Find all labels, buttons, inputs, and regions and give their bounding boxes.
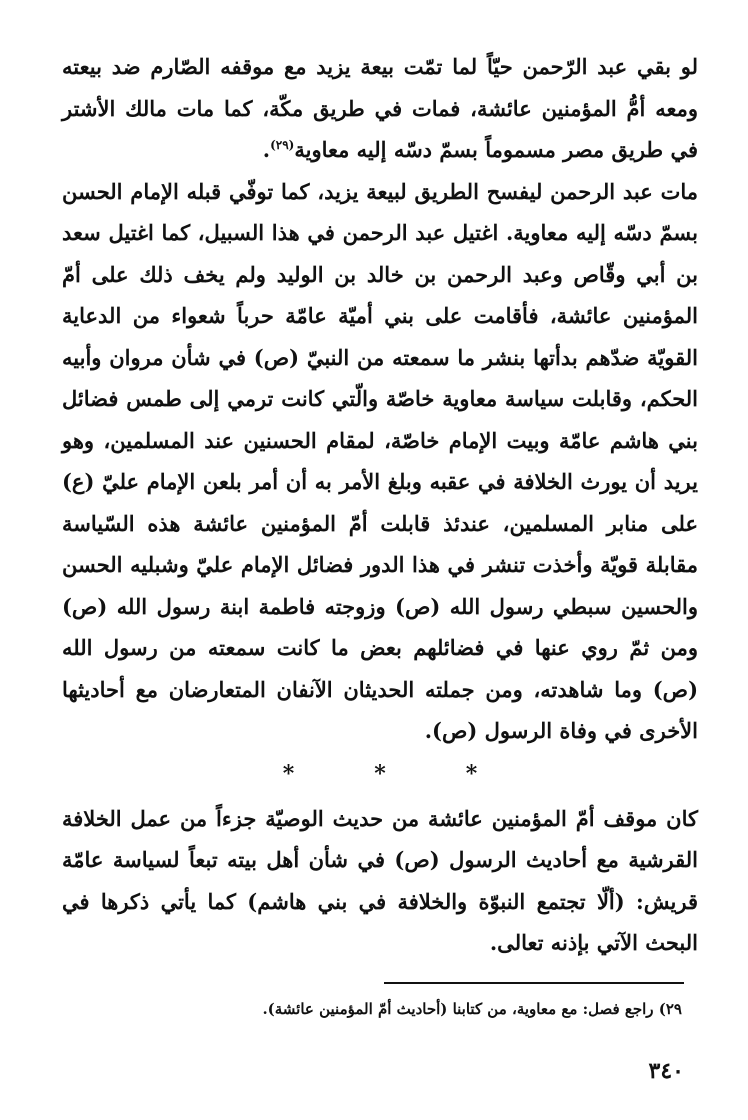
separator-star: * [282,760,295,787]
separator-star: * [374,760,386,787]
footnote-divider [384,982,684,984]
separator-star: * [465,760,478,787]
page-number: ٣٤٠ [648,1058,684,1084]
paragraph-3: كان موقف أمّ المؤمنين عائشة من حديث الوصيّة جزءاً من عمل الخلافة القرشية مع أحاديث الرسول (ص) في شأن أهل بيته تبعاً لسياسة عامّة قريش: (ألّا تجتمع النبوّة والخلافة في بني هاشم) كما يأتي ذكرها في البحث الآتي بإذنه تعالى. [62,805,698,955]
footnote-reference[interactable]: (٢٩) [270,138,295,152]
section-separator [62,756,698,792]
paragraph-1-text: لو بقي عبد الرّحمن حيّاً لما تمّت بيعة يزيد مع موقفه الصّارم ضد بيعته ومعه أمُّ المؤمنين عائشة، فمات في طريق مكّة، كما مات مالك الأشتر في طريق مصر مسموماً بسمّ دسّه إليه معاوية [62,54,698,162]
paragraph-1 [62,46,698,171]
page-body [62,46,698,964]
footnote: ٢٩) راجع فصل: مع معاوية، من كتابنا (أحاديث أمّ المؤمنين عائشة). [262,1000,682,1018]
paragraph-1-tail: . [262,137,271,162]
paragraph-2: مات عبد الرحمن ليفسح الطريق لبيعة يزيد، كما توفّي قبله الإمام الحسن بسمّ دسّه إليه معاوية. اغتيل عبد الرحمن في هذا السبيل، كما اغتيل سعد بن أبي وقّاص وعبد الرحمن بن خالد بن الوليد ولم يخف ذلك على أمّ المؤمنين عائشة، فأقامت على بني أميّة عامّة حرباً شعواء من الدعاية القويّة ضدّهم بدأتها بنشر ما سمعته من النبيّ (ص) في شأن مروان وأبيه الحكم، وقابلت سياسة معاوية خاصّة والّتي كانت ترمي إلى طمس فضائل بني هاشم عامّة وبيت الإمام خاصّة، لمقام الحسنين عند المسلمين، وهو يريد أن يورث الخلافة في عقبه وبلغ الأمر به أن أمر بلعن الإمام عليّ (ع) على منابر المسلمين، عندئذ قابلت أمّ المؤمنين عائشة هذه السّياسة مقابلة قويّة وأخذت تنشر في هذا الدور فضائل الإمام عليّ وشبليه الحسن والحسين سبطي رسول الله (ص) وزوجته فاطمة ابنة رسول الله (ص) ومن ثمّ روي عنها في فضائلهم بعض ما كانت سمعته من رسول الله (ص) وما شاهدته، ومن جملته الحديثان الآنفان المتعارضان مع أحاديثها الأخرى في وفاة الرسول (ص). [62,178,698,743]
